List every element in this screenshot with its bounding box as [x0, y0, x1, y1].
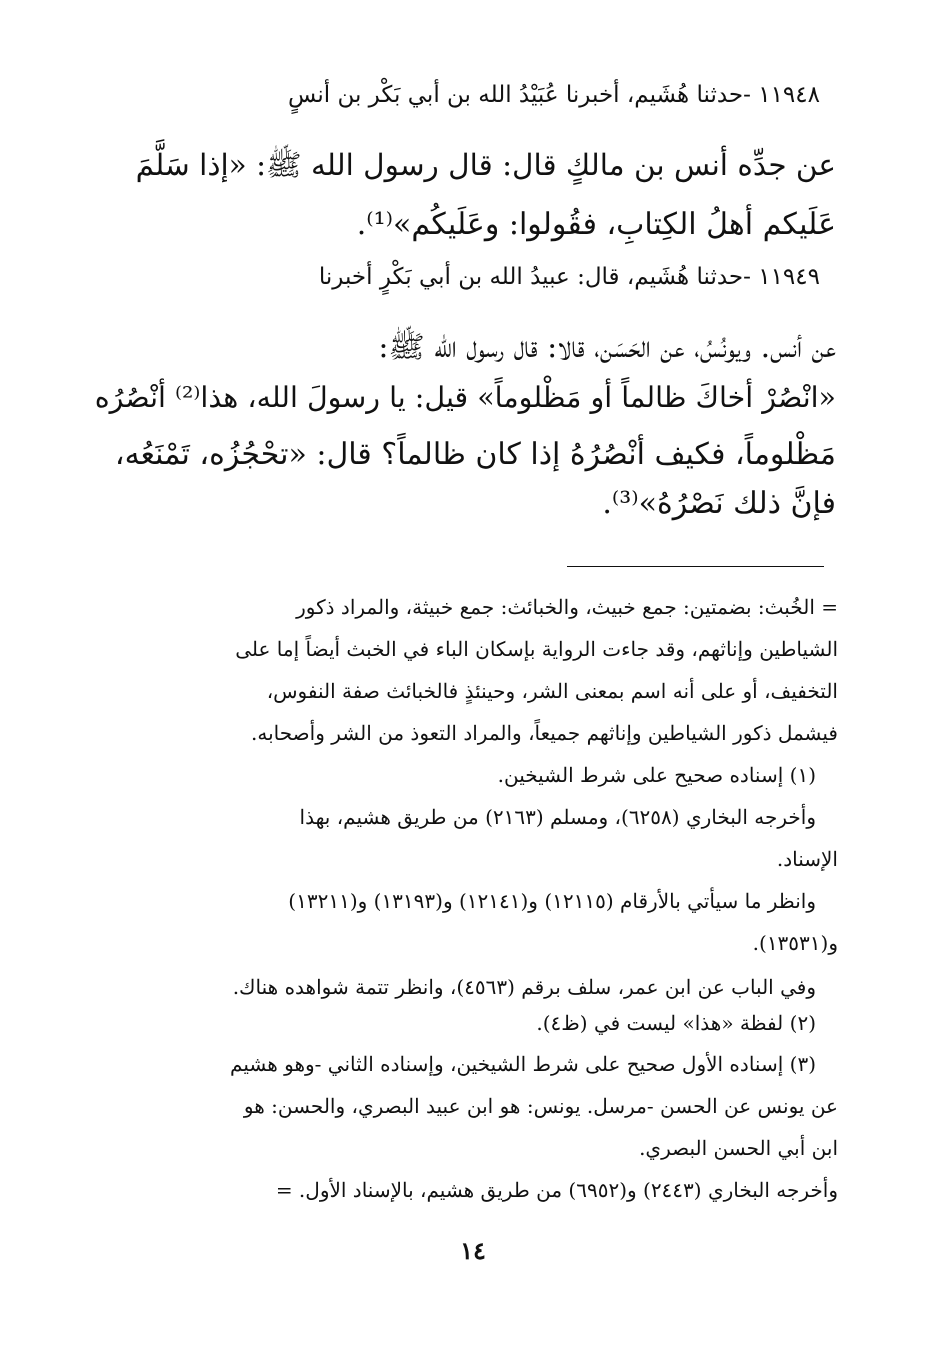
hadith-11948-text-line-1: عن جدِّه أنس بن مالكٍ قال: قال رسول الله ﷺ: «إذا سَلَّمَ — [135, 148, 836, 182]
footnote-line-9: و(١٣٥٣١). — [752, 931, 838, 955]
page-number: ١٤ — [460, 1236, 486, 1265]
hadith-11948-text-line-2: عَلَيكم أهلُ الكِتابِ، فقُولوا: وعَلَيكُم»⁽¹⁾. — [356, 207, 836, 242]
footnote-line-2: الشياطين وإناثهم، وقد جاءت الرواية بإسكان الباء في الخبث أيضاً إما على — [235, 637, 838, 661]
footnote-line-6: وأخرجه البخاري (٦٢٥٨)، ومسلم (٢١٦٣) من طريق هشيم، بهذا — [299, 805, 816, 829]
footnote-line-12: (٣) إسناده الأول صحيح على شرط الشيخين، وإسناده الثاني -وهو هشيم — [230, 1052, 816, 1076]
footnote-line-4: فيشمل ذكور الشياطين وإناثهم جميعاً، والمراد التعوذ من الشر وأصحابه. — [251, 721, 838, 745]
footnote-line-13: عن يونس عن الحسن -مرسل. يونس: هو ابن عبيد البصري، والحسن: هو — [243, 1094, 838, 1118]
hadith-11949-header: ١١٩٤٩ -حدثنا هُشَيم، قال: عبيدُ الله بن أبي بَكْرٍ أخبرنا — [318, 264, 820, 290]
footnote-line-5: (١) إسناده صحيح على شرط الشيخين. — [497, 763, 816, 787]
footnote-line-14: ابن أبي الحسن البصري. — [639, 1136, 838, 1160]
footnote-line-11: (٢) لفظة «هذا» ليست في (ظ٤). — [536, 1011, 816, 1035]
footnote-line-7: الإسناد. — [776, 847, 838, 871]
footnote-line-1: = الخُبث: بضمتين: جمع خبيث، والخبائث: جمع خبيثة، والمراد ذكور — [296, 595, 838, 619]
footnote-line-15: وأخرجه البخاري (٢٤٤٣) و(٦٩٥٢) من طريق هشيم، بالإسناد الأول. = — [275, 1178, 838, 1202]
hadith-11949-text-line-1: عن أنس. ويونُسُ، عن الحَسَن، قالا: قال رسول الله ﷺ: — [378, 330, 836, 365]
hadith-11948-header: ١١٩٤٨ -حدثنا هُشَيم، أخبرنا عُبَيْدُ الله بن أبي بَكْر بن أنسٍ — [288, 82, 820, 108]
hadith-11949-text-line-4: فإنَّ ذلك نَصْرُهُ»⁽³⁾. — [602, 486, 836, 521]
footnote-line-3: التخفيف، أو على أنه اسم بمعنى الشر، وحينئذٍ فالخبائث صفة النفوس، — [266, 679, 838, 703]
footnote-line-10: وفي الباب عن ابن عمر، سلف برقم (٤٥٦٣)، وانظر تتمة شواهده هناك. — [232, 975, 816, 999]
footnote-line-8: وانظر ما سيأتي بالأرقام (١٢١١٥) و(١٢١٤١) و(١٣١٩٣) و(١٣٢١١) — [288, 889, 816, 913]
hadith-11949-text-line-3: مَظْلوماً، فكيف أنْصُرُهُ إذا كان ظالماً؟ قال: «تحْجُزُه، تَمْنَعُه، — [114, 437, 836, 472]
footnote-separator — [567, 566, 824, 567]
hadith-11949-text-line-2: «انْصُرْ أخاكَ ظالماً أو مَظْلوماً» قيل: يا رسولَ الله، هذا⁽²⁾ أنْصُرُه — [94, 381, 836, 414]
